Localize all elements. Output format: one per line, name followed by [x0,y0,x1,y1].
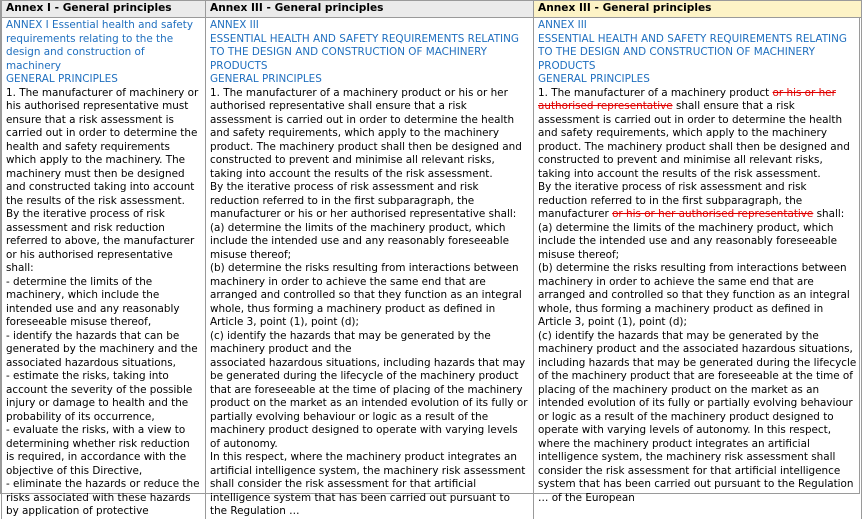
amended-p2-text-end: shall: [813,208,845,220]
annex-i-bullet-5: - eliminate the hazards or reduce the risks associated with these hazards by application of protective [6,478,200,517]
amended-point-c: (c) identify the hazards that may be generated by the machinery product and the associated hazardous situations, including hazards that may be generated during the lifecycle of the machinery product that are foreseeable at the time of placing of the machinery product on the market as an intended evolution of its fully or partially evolving behaviour or logic as a result of the machinery product designed to operate with varying levels of autonomy. In this respect, where the machinery product integrates an artificial intelligence system, the machinery risk assessment shall consider the risk assessment for that artificial intelligence system that has been carried out pursuant to the Regulation … of the European [538,329,857,504]
header-row [2,1,862,18]
amended-paragraph-2 [538,181,857,222]
annex-iii-point-a: (a) determine the limits of the machinery product, which include the intended use and any reasonably foreseeable misuse thereof; [210,221,510,261]
content-row [2,18,862,519]
amended-paragraph-1 [538,87,857,182]
deleted-text: or his or her authorised representative [538,86,836,112]
annex-i-paragraph-2: By the iterative process of risk assessment and risk reduction referred to above, the manufacturer or his authorised representative shall: [6,208,195,274]
annex-iii-point-c-body: associated hazardous situations, including hazards that may be generated during the lifecycle of the machinery product that are foreseeable at the time of placing of the machinery product on the market as an intended evolution of its fully or partially evolving behaviour or logic as a result of the machinery product designed to operate with varying levels of autonomy. [210,356,528,450]
annex-i-section-heading: GENERAL PRINCIPLES [6,73,118,85]
column-header-annex-i: Annex I - General principles [2,1,206,18]
amended-p1-text-end: shall ensure that a risk assessment is carried out in order to determine the health and safety requirements, which apply to the machinery product. The machinery product shall then be designed and constructed to prevent and minimise all relevant risks, taking into account the results of the risk assessment. [538,100,850,180]
annex-i-bullet-4: - evaluate the risks, with a view to determining whether risk reduction is required, in accordance with the objective of this Directive, [6,424,190,477]
annex-i-title: ANNEX I Essential health and safety requirements relating to the the design and construction of machinery [6,19,193,72]
amended-subtitle: ESSENTIAL HEALTH AND SAFETY REQUIREMENTS RELATING TO THE DESIGN AND CONSTRUCTION OF MACHINERY PRODUCTS [538,32,847,72]
column-header-annex-iii: Annex III - General principles [206,1,534,18]
annex-i-bullet-2: - identify the hazards that can be generated by the machinery and the associated hazardous situations, [6,329,198,369]
deleted-text: or his or her authorised representative [612,208,814,220]
amended-p2-text-start: By the iterative process of risk assessment and risk reduction referred to in the first subparagraph, the manufacturer [538,181,807,220]
annex-iii-subtitle: ESSENTIAL HEALTH AND SAFETY REQUIREMENTS RELATING TO THE DESIGN AND CONSTRUCTION OF MACHINERY PRODUCTS [210,32,519,72]
comparison-table [1,0,862,519]
annex-iii-paragraph-2: By the iterative process of risk assessment and risk reduction referred to in the first subparagraph, the manufacturer or his or her authorised representative shall: [210,181,517,220]
amended-section-heading: GENERAL PRINCIPLES [538,73,650,85]
annex-i-paragraph-1: 1. The manufacturer of machinery or his authorised representative must ensure that a risk assessment is carried out in order to determine the health and safety requirements which apply to the machinery. The machinery must then be designed and constructed taking into account the results of the risk assessment. [6,86,199,207]
amended-p1-text-start: 1. The manufacturer of a machinery product [538,86,773,99]
annex-i-bullet-3: - estimate the risks, taking into account the severity of the possible injury or damage to health and the probability of its occurrence, [6,370,193,423]
amended-point-b: (b) determine the risks resulting from interactions between machinery in order to achieve the same end that are arranged and controlled so that they function as an integral whole, thus forming a machinery product as defined in Article 3, point (1), point (d); [538,262,850,328]
annex-iii-section-heading: GENERAL PRINCIPLES [210,73,322,85]
annex-iii-amended-cell [534,18,862,519]
column-header-annex-iii-amended: Annex III - General principles [534,1,862,18]
annex-iii-paragraph-1: 1. The manufacturer of a machinery product or his or her authorised representative shall ensure that a risk assessment is carried out in order to determine the health and safety requirements, which apply to the machinery product. The machinery product shall then be designed and constructed to prevent and minimise all relevant risks, taking into account the results of the risk assessment. [210,86,522,180]
annex-iii-point-c-ai: In this respect, where the machinery product integrates an artificial intelligence system, the machinery risk assessment shall consider the risk assessment for that artificial intelligence system that has been carried out pursuant to the Regulation … [210,451,526,517]
amended-point-a: (a) determine the limits of the machinery product, which include the intended use and any reasonably foreseeable misuse thereof; [538,221,838,261]
amended-title: ANNEX III [538,19,587,31]
annex-iii-title: ANNEX III [210,19,259,31]
annex-i-cell [2,18,206,519]
annex-i-bullet-1: - determine the limits of the machinery, which include the intended use and any reasonably foreseeable misuse thereof, [6,275,180,328]
annex-iii-point-b: (b) determine the risks resulting from interactions between machinery in order to achieve the same end that are arranged and controlled so that they function as an integral whole, thus forming a machinery product as defined in Article 3, point (1), point (d); [210,262,522,328]
annex-iii-cell [206,18,534,519]
annex-iii-point-c-line: (c) identify the hazards that may be generated by the machinery product and the [210,329,491,355]
